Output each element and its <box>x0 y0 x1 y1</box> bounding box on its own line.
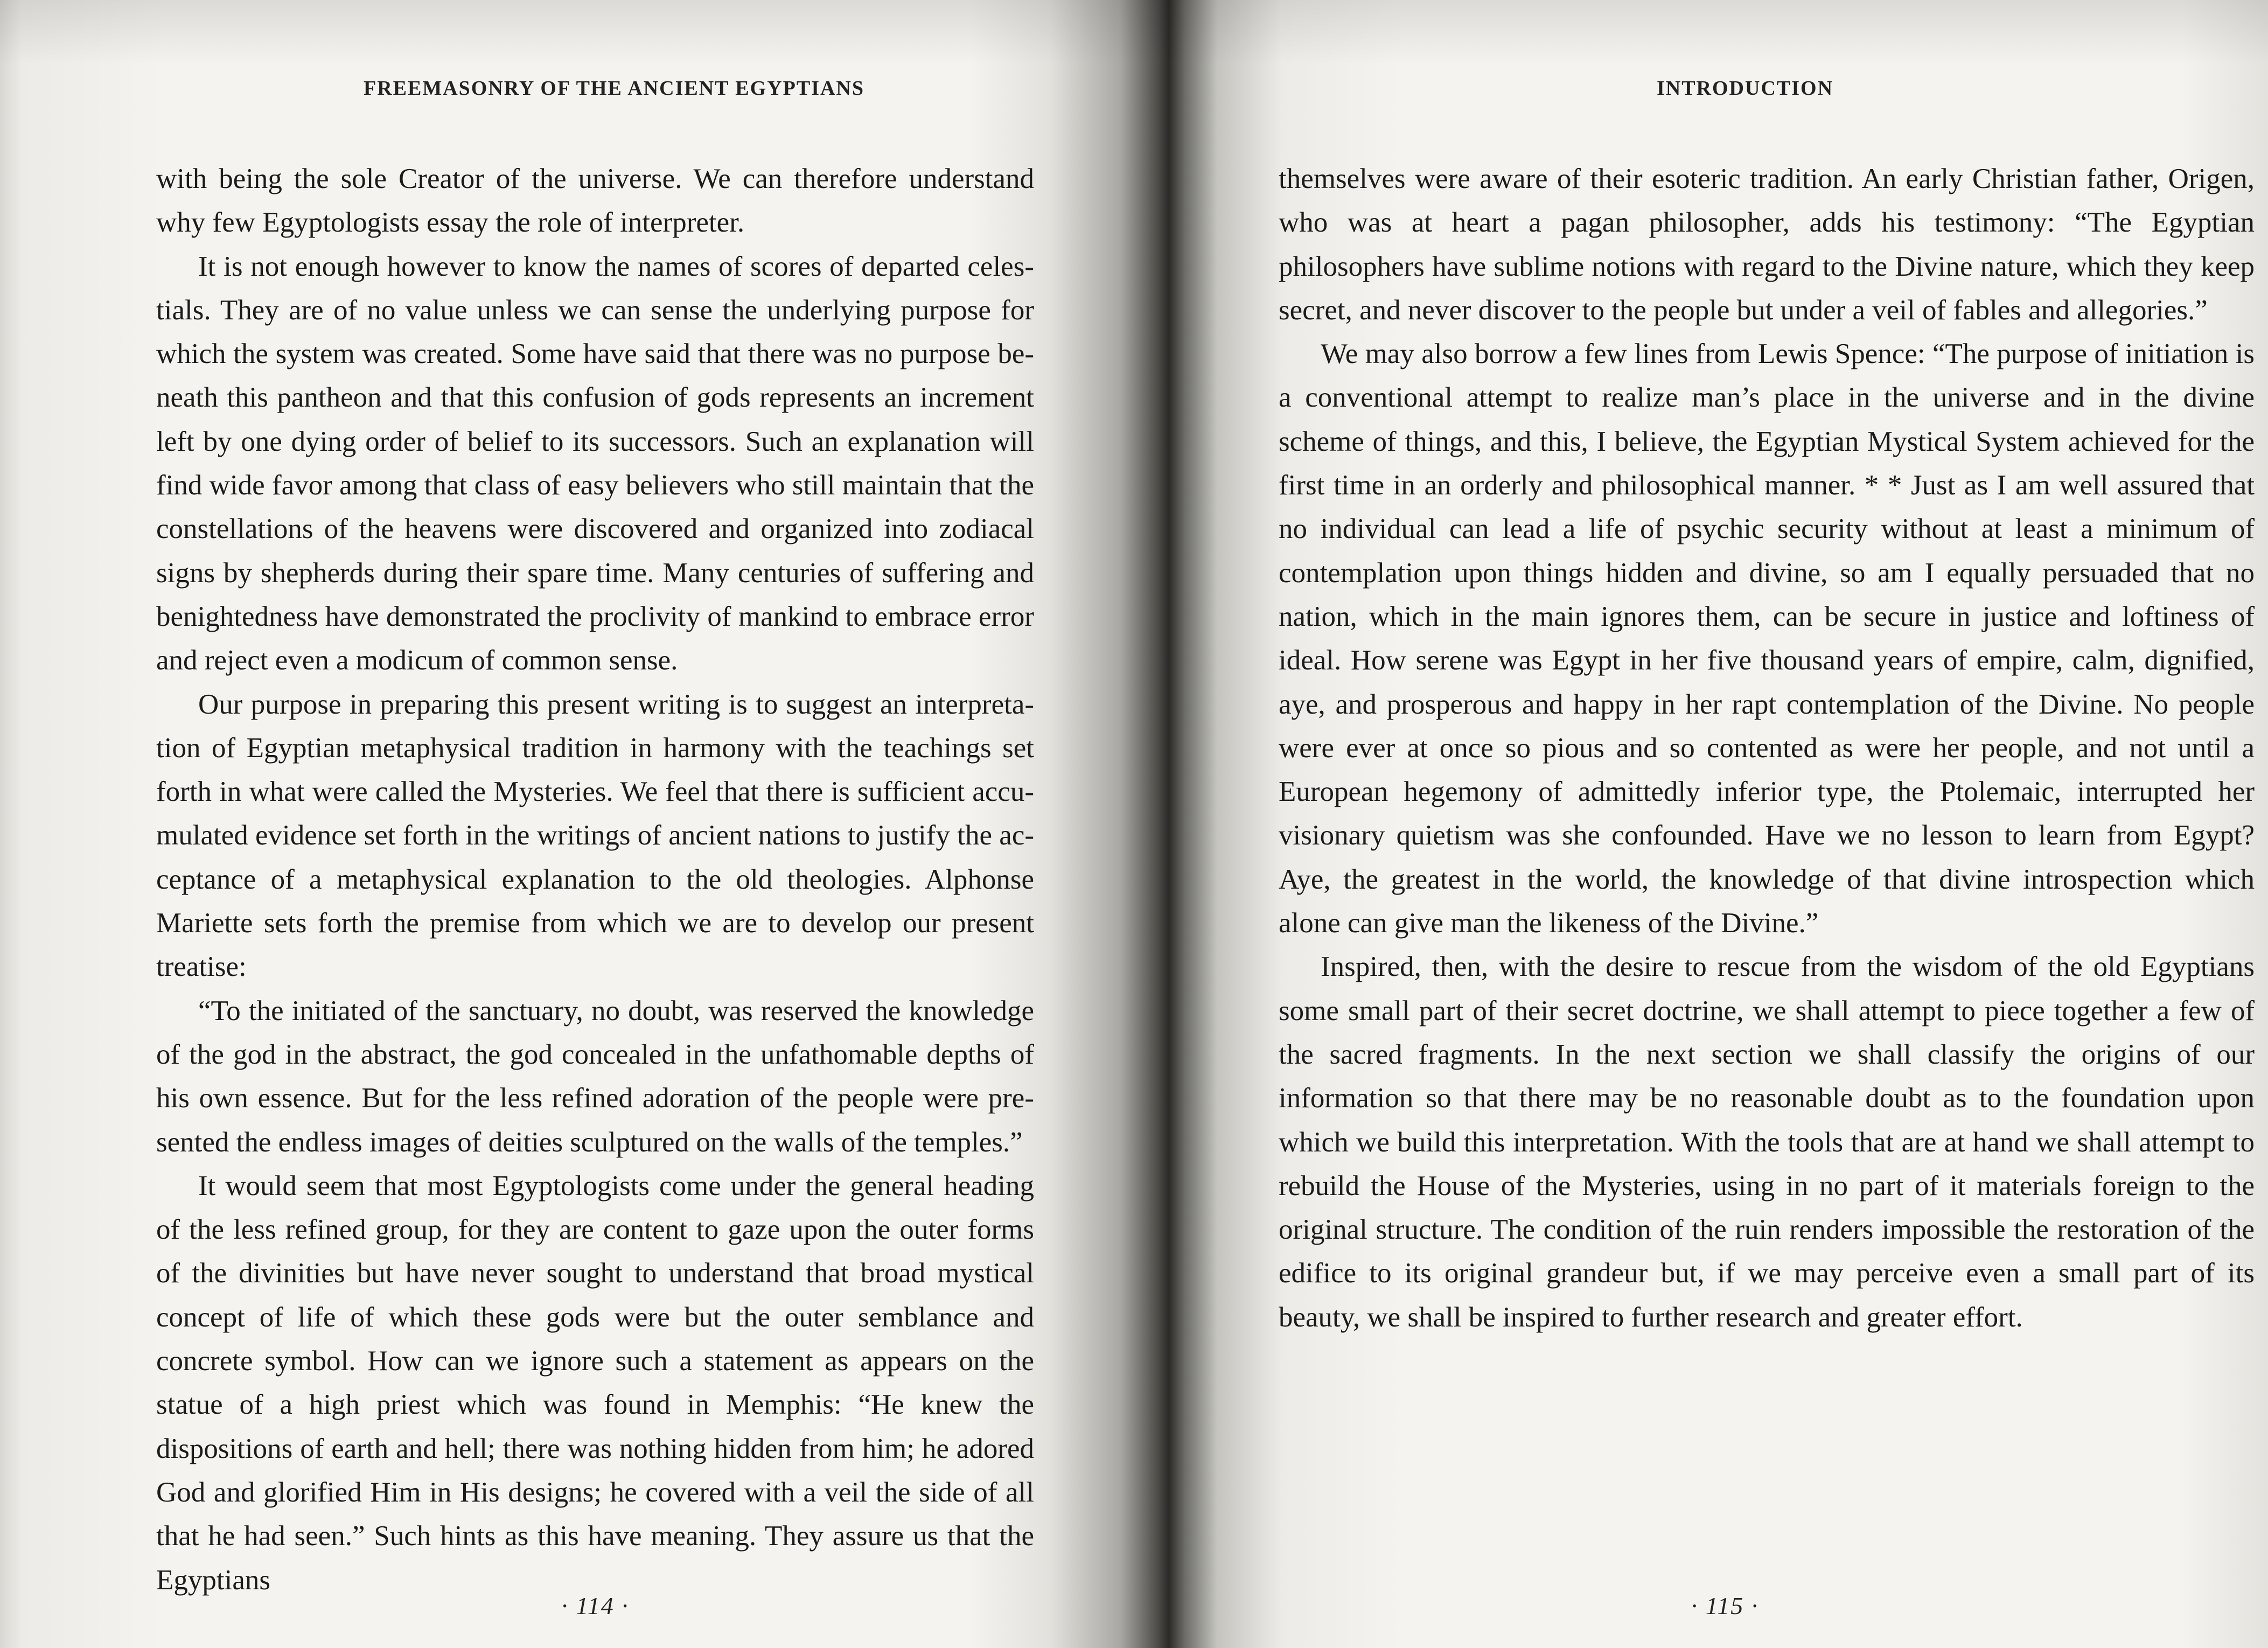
paragraph: Inspired, then, with the desire to rescue from the wisdom of the old Egyptians some small part of their secret doctrine, we shall attempt to piece together a few of the sacred fragments. In the next section we shall classify the origins of our information so that there may be no reasonable doubt as to the foundation upon which we build this interpretation. With the tools that are at hand we shall attempt to rebuild the House of the Mysteries, using in no part of it materials foreign to the original structure. The condition of the ruin renders impossible the restoration of the edifice to its original grandeur but, if we may perceive even a small part of its beauty, we shall be inspired to further research and greater effort. <box>1279 951 2255 1333</box>
paragraph: It would seem that most Egyptologists come under the general heading of the less refined group, for they are content to gaze upon the outer forms of the divinities but have never sought to understand that broad mystical concept of life of which these gods were but the outer semblance and concrete symbol. How can we ignore such a statement as appears on the statue of a high priest which was found in Memphis: “He knew the dispositions of earth and hell; there was nothing hidden from him; he adored God and glorified Him in His designs; he covered with a veil the side of all that he had seen.” Such hints as this have meaning. They assure us that the Egyptians <box>156 1170 1034 1596</box>
page-number-left: · 114 · <box>561 1592 629 1619</box>
page-number-right: · 115 · <box>1691 1592 1759 1619</box>
body-text-right <box>1279 157 2255 1339</box>
running-head-right: INTRODUCTION <box>1656 77 1834 100</box>
paragraph: with being the sole Creator of the universe. We can therefore understand why few Egyptologists essay the role of interpreter. <box>156 163 1034 239</box>
running-head-left: FREEMASONRY OF THE ANCIENT EGYPTIANS <box>363 77 865 100</box>
paragraph: We may also borrow a few lines from Lewis Spence: “The purpose of initiation is a conventional attempt to realize man’s place in the universe and in the divine scheme of things, and this, I believe, the Egyptian Mystical System achieved for the first time in an orderly and philosophical manner. * * Just as I am well assured that no individual can lead a life of psychic security without at least a minimum of contemplation upon things hidden and divine, so am I equally persuaded that no nation, which in the main ignores them, can be secure in justice and loftiness of ideal. How serene was Egypt in her five thousand years of empire, calm, dignified, aye, and prosperous and happy in her rapt contemplation of the Divine. No people were ever at once so pious and so contented as were her people, and not until a European hegemony of admittedly inferior type, the Ptolemaic, interrupted her visionary quietism was she confounded. Have we no lesson to learn from Egypt? Aye, the greatest in the world, the knowledge of that divine introspection which alone can give man the likeness of the Divine.” <box>1279 338 2255 939</box>
paragraph: It is not enough however to know the names of scores of departed celestials. They are of no value unless we can sense the underlying purpose for which the system was created. Some have said that there was no purpose beneath this pantheon and that this confusion of gods represents an increment left by one dying order of belief to its successors. Such an explanation will find wide favor among that class of easy believers who still maintain that the constellations of the heavens were discovered and organized into zodiacal signs by shepherds during their spare time. Many centuries of suffering and benightedness have demonstrated the proclivity of mankind to embrace error and reject even a modicum of common sense. <box>156 250 1034 676</box>
block-quote: “To the initiated of the sanctuary, no doubt, was reserved the knowledge of the god in the abstract, the god concealed in the unfathomable depths of his own essence. But for the less refined adoration of the people were presented the endless images of deities sculptured on the walls of the temples.” <box>156 995 1034 1158</box>
body-text-left <box>156 157 1034 1602</box>
paragraph: Our purpose in preparing this present writing is to suggest an interpretation of Egyptian metaphysical tradition in harmony with the teachings set forth in what were called the Mysteries. We feel that there is sufficient accumulated evidence set forth in the writings of ancient nations to justify the acceptance of a metaphysical explanation to the old theologies. Alphonse Mariette sets forth the premise from which we are to develop our present treatise: <box>156 688 1034 983</box>
paragraph: themselves were aware of their esoteric tradition. An early Christian father, Origen, who was at heart a pagan philosopher, adds his testimony: “The Egyptian philosophers have sublime notions with regard to the Divine nature, which they keep secret, and never discover to the people but under a veil of fables and allegories.” <box>1279 163 2255 326</box>
right-page <box>1180 0 2268 1648</box>
